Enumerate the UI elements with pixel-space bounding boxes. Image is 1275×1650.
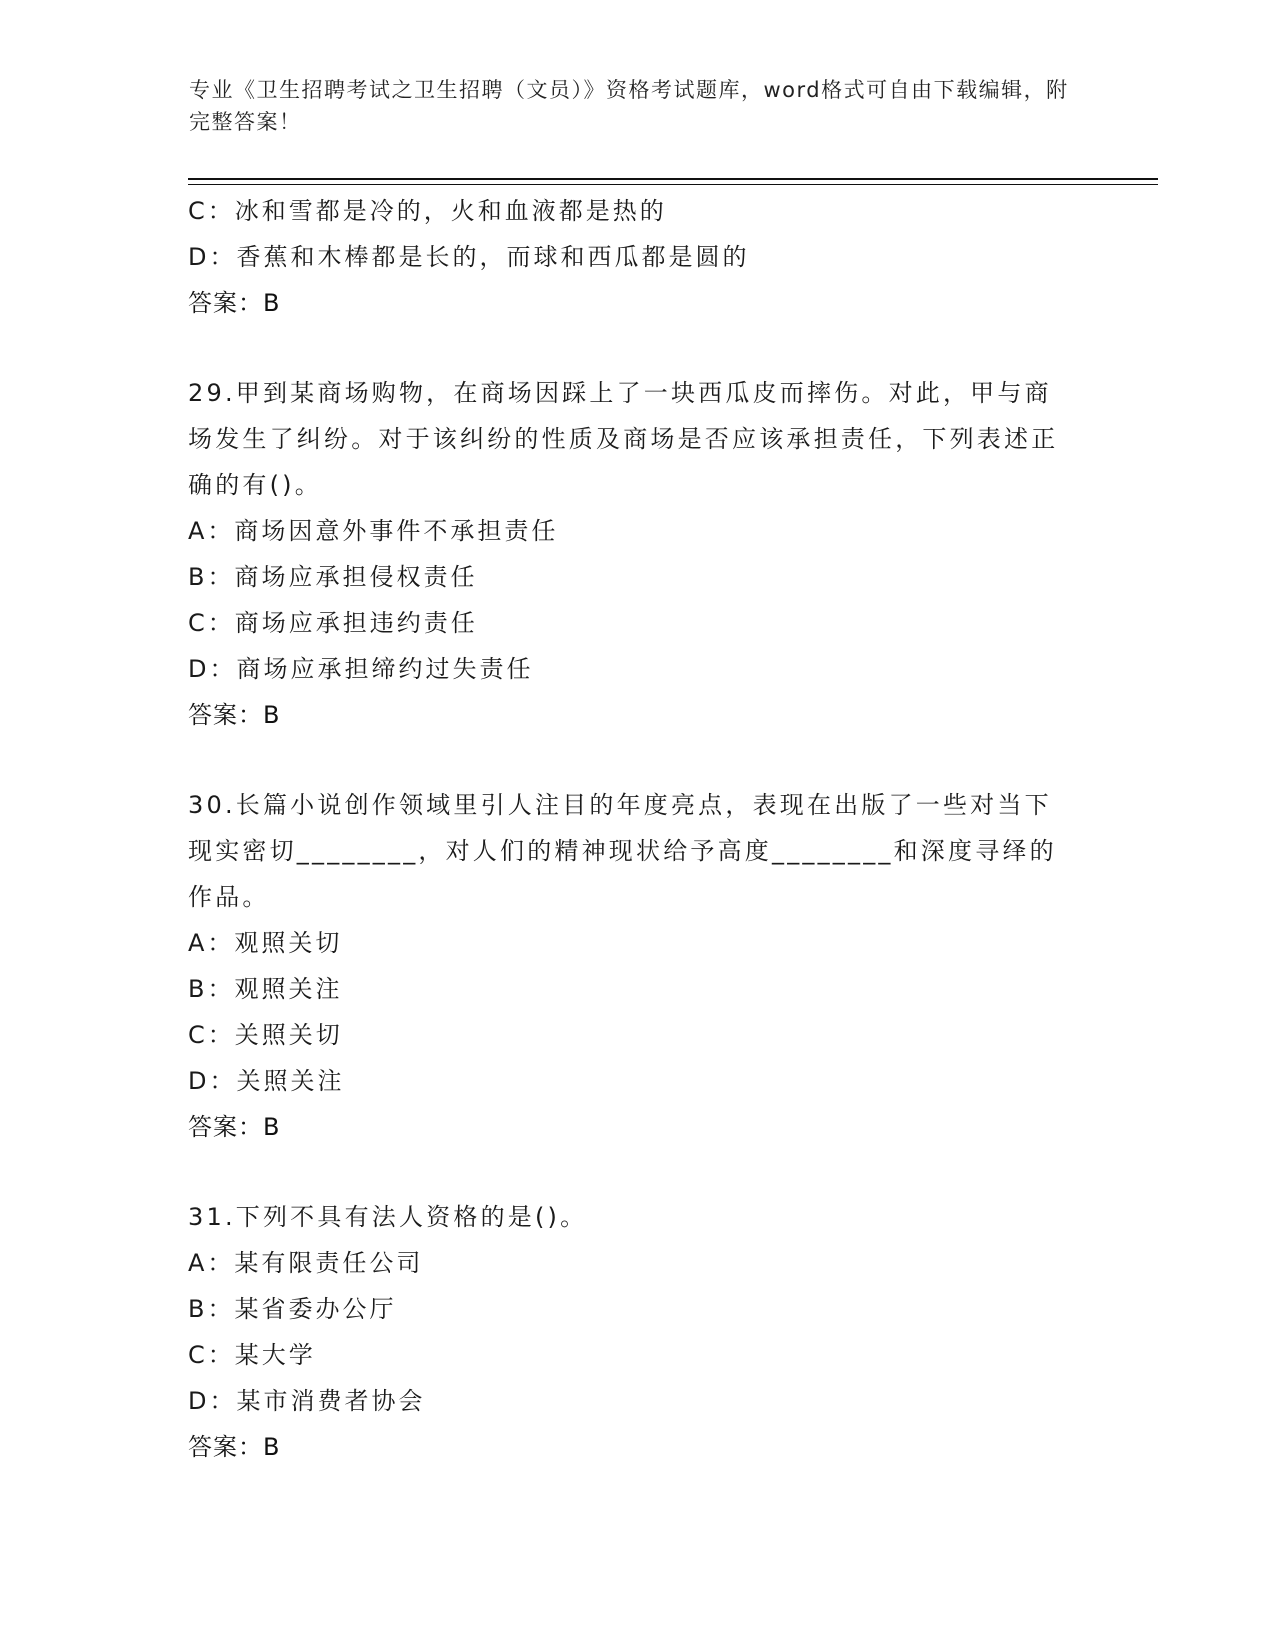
question-content: [188, 188, 1088, 1470]
header-divider-thin: [188, 184, 1158, 185]
option-b: B：某省委办公厅: [188, 1295, 397, 1323]
question-31: [188, 1194, 1088, 1470]
answer-line: 答案：B: [188, 1113, 281, 1141]
option-b: B：观照关注: [188, 975, 343, 1003]
option-d: D：关照关注: [188, 1067, 345, 1095]
spacer: [188, 326, 1088, 370]
answer-line: 答案：B: [188, 701, 281, 729]
question-text: 29.甲到某商场购物，在商场因踩上了一块西瓜皮而摔伤。对此，甲与商场发生了纠纷。对于该纠纷的性质及商场是否应该承担责任，下列表述正确的有()。: [188, 379, 1059, 499]
question-29: [188, 370, 1088, 738]
question-text: 31.下列不具有法人资格的是()。: [188, 1203, 588, 1231]
option-a: A：某有限责任公司: [188, 1249, 424, 1277]
option-c: C：商场应承担违约责任: [188, 609, 478, 637]
question-text: 30.长篇小说创作领域里引人注目的年度亮点，表现在出版了一些对当下现实密切________，对人们的精神现状给予高度________和深度寻绎的作品。: [188, 791, 1057, 911]
option-c: C：冰和雪都是冷的，火和血液都是热的: [188, 197, 667, 225]
spacer: [188, 738, 1088, 782]
option-c: C：某大学: [188, 1341, 316, 1369]
header-divider-thick: [188, 178, 1158, 180]
option-a: A：观照关切: [188, 929, 343, 957]
previous-question-fragment: [188, 188, 1088, 326]
spacer: [188, 1150, 1088, 1194]
answer-line: 答案：B: [188, 289, 281, 317]
option-d: D：商场应承担缔约过失责任: [188, 655, 534, 683]
option-d: D：香蕉和木棒都是长的，而球和西瓜都是圆的: [188, 243, 750, 271]
option-d: D：某市消费者协会: [188, 1387, 426, 1415]
option-b: B：商场应承担侵权责任: [188, 563, 478, 591]
document-header: 专业《卫生招聘考试之卫生招聘（文员）》资格考试题库，word格式可自由下载编辑，附完整答案！: [189, 78, 1069, 134]
answer-line: 答案：B: [188, 1433, 281, 1461]
option-c: C：关照关切: [188, 1021, 343, 1049]
option-a: A：商场因意外事件不承担责任: [188, 517, 559, 545]
question-30: [188, 782, 1088, 1150]
